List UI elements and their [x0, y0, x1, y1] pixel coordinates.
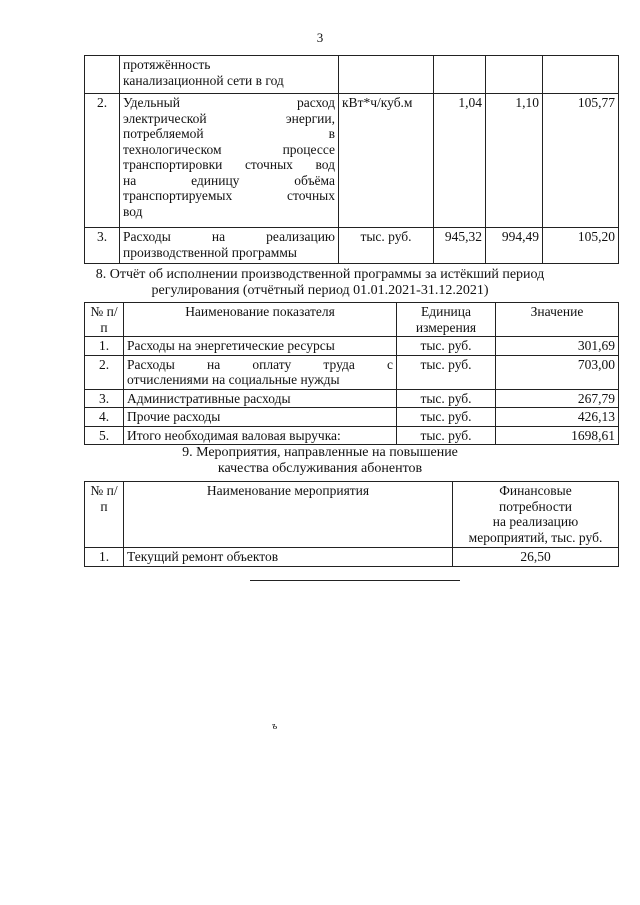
name-line: на единицу объёма: [123, 172, 335, 188]
row-number: [85, 56, 120, 94]
row-name: Прочие расходы: [124, 408, 397, 427]
row-name: [124, 355, 397, 389]
name-line: технологическом процессе: [123, 141, 335, 157]
row-number: 5.: [85, 426, 124, 445]
indicators-table-continued: [84, 55, 619, 264]
row-value: 301,69: [496, 337, 619, 356]
header-value: Значение: [496, 303, 619, 337]
row-name: [120, 56, 339, 94]
row-number: 4.: [85, 408, 124, 427]
row-unit: тыс. руб.: [397, 389, 496, 408]
name-line: протяжённость: [123, 57, 211, 72]
service-quality-measures-table: [84, 481, 619, 567]
row-number: 1.: [85, 337, 124, 356]
header-num: № п/п: [85, 482, 124, 548]
row-number: 1.: [85, 548, 124, 567]
row-value-3: [543, 56, 619, 94]
table-header-row: [85, 303, 619, 337]
row-name: Итого необходимая валовая выручка:: [124, 426, 397, 445]
section9-title: [0, 445, 640, 477]
header-finance: [453, 482, 619, 548]
name-line: транспортировки сточных вод: [123, 157, 335, 172]
row-unit: тыс. руб.: [397, 355, 496, 389]
table-row: [85, 548, 619, 567]
table-row: [85, 56, 619, 94]
row-value-1: 945,32: [434, 228, 486, 264]
table-row: [85, 337, 619, 356]
row-unit: тыс. руб.: [397, 426, 496, 445]
row-value-1: 1,04: [434, 94, 486, 228]
table-row: [85, 228, 619, 264]
name-line: производственной программы: [123, 244, 297, 260]
header-name: Наименование показателя: [124, 303, 397, 337]
row-value: 426,13: [496, 408, 619, 427]
name-line: Удельный расход: [123, 95, 335, 110]
name-line: отчислениями на социальные нужды: [127, 372, 340, 387]
section8-title: [0, 267, 640, 299]
row-name: Административные расходы: [124, 389, 397, 408]
section9-title-line1: 9. Мероприятия, направленные на повышение: [182, 445, 458, 460]
row-value-2: [486, 56, 543, 94]
scan-mark: ъ: [272, 721, 278, 732]
table-row: [85, 94, 619, 228]
row-unit: [339, 56, 434, 94]
header-unit: Единица измерения: [397, 303, 496, 337]
name-line: вод: [123, 203, 143, 219]
header-finance-line: Финансовые: [499, 483, 572, 498]
row-name: [120, 94, 339, 228]
header-name: Наименование мероприятия: [124, 482, 453, 548]
row-value-3: 105,77: [543, 94, 619, 228]
row-name: Расходы на энергетические ресурсы: [124, 337, 397, 356]
row-number: 2.: [85, 94, 120, 228]
name-line: Расходы на оплату труда с: [127, 356, 393, 372]
row-value-2: 994,49: [486, 228, 543, 264]
table-row: [85, 408, 619, 427]
row-number: 3.: [85, 228, 120, 264]
name-line: канализационной сети в год: [123, 72, 284, 88]
section8-title-line1: 8. Отчёт об исполнении производственной программы за истёкший период: [95, 267, 545, 282]
name-line: электрической энергии,: [123, 110, 335, 126]
row-value: 26,50: [453, 548, 619, 567]
row-value: 1698,61: [496, 426, 619, 445]
name-line: транспортируемых сточных: [123, 188, 335, 203]
row-number: 3.: [85, 389, 124, 408]
program-report-table: [84, 302, 619, 445]
header-finance-line: мероприятий, тыс. руб.: [468, 529, 603, 545]
row-value: 703,00: [496, 355, 619, 389]
row-name: Текущий ремонт объектов: [124, 548, 453, 567]
name-line: Расходы на реализацию: [123, 229, 335, 244]
table-row: [85, 426, 619, 445]
name-line: потребляемой в: [123, 126, 335, 141]
header-finance-line: на реализацию: [492, 514, 579, 529]
row-number: 2.: [85, 355, 124, 389]
row-value-1: [434, 56, 486, 94]
row-unit: тыс. руб.: [339, 228, 434, 264]
row-unit: тыс. руб.: [397, 408, 496, 427]
row-value-3: 105,20: [543, 228, 619, 264]
page-number: 3: [316, 30, 324, 45]
row-name: [120, 228, 339, 264]
row-value-2: 1,10: [486, 94, 543, 228]
header-finance-line: потребности: [499, 498, 572, 514]
table-row: [85, 389, 619, 408]
table-row: [85, 355, 619, 389]
section8-title-line2: регулирования (отчётный период 01.01.2021-31.12.2021): [151, 283, 489, 298]
header-num: № п/п: [85, 303, 124, 337]
table-header-row: [85, 482, 619, 548]
row-unit: кВт*ч/куб.м: [339, 94, 434, 228]
end-divider: [250, 580, 460, 581]
section9-title-line2: качества обслуживания абонентов: [217, 461, 423, 476]
row-unit: тыс. руб.: [397, 337, 496, 356]
row-value: 267,79: [496, 389, 619, 408]
